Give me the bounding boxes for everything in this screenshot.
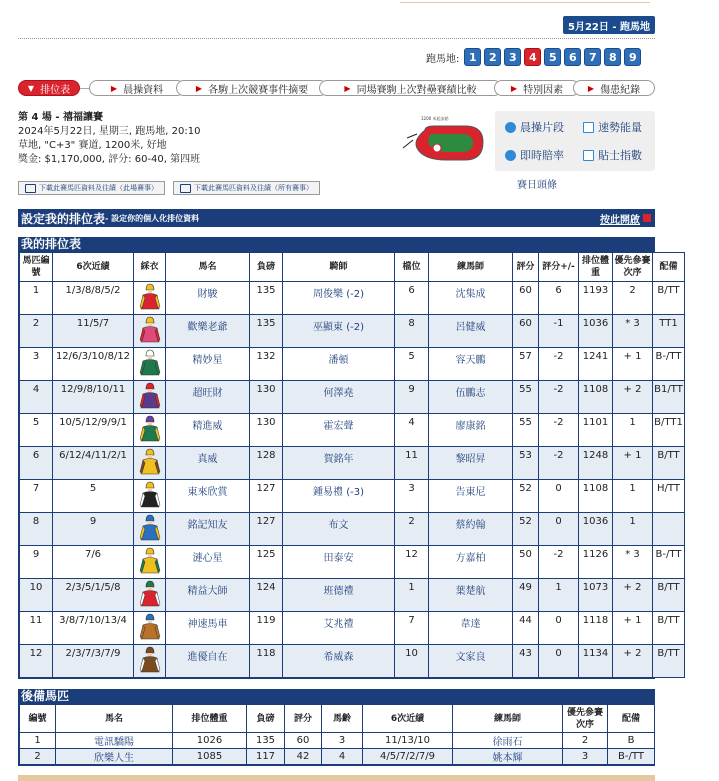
cell-rchg: -2 xyxy=(539,447,579,480)
cell-rating: 52 xyxy=(513,513,539,546)
silk-cell xyxy=(134,414,166,447)
cell-wt: 119 xyxy=(250,612,283,645)
tab-trackwork[interactable]: ▶ 晨操資料 xyxy=(89,80,185,96)
cell-bw: 1026 xyxy=(173,733,247,749)
cell-gear: B/TT xyxy=(653,579,685,612)
trainer-link[interactable]: 方嘉柏 xyxy=(429,546,513,579)
cell-rchg: 1 xyxy=(539,579,579,612)
cell-rchg: 0 xyxy=(539,645,579,678)
cell-draw: 6 xyxy=(395,282,429,315)
race-button-8[interactable]: 8 xyxy=(604,48,621,66)
silk-cell xyxy=(134,579,166,612)
cell-gear: B-/TT xyxy=(608,749,655,765)
trainer-link[interactable]: 告東尼 xyxy=(429,480,513,513)
cell-draw: 12 xyxy=(395,546,429,579)
cell-rchg: -2 xyxy=(539,348,579,381)
tipster-index-link[interactable]: 貼士指數 xyxy=(583,147,642,163)
jockey-silk-icon xyxy=(139,646,161,674)
cell-rating: 42 xyxy=(285,749,322,765)
jockey-link[interactable]: 霍宏聲 xyxy=(283,414,395,447)
venue-label: 跑馬地: xyxy=(426,53,460,65)
table-row xyxy=(20,381,685,414)
cell-no: 8 xyxy=(20,513,53,546)
column-header: 編號 xyxy=(20,705,56,733)
column-header: 檔位 xyxy=(395,253,429,282)
cell-gear: B xyxy=(608,733,655,749)
cell-bw: 1248 xyxy=(579,447,613,480)
horse-name-link[interactable]: 精妙星 xyxy=(166,348,250,381)
download-buttons xyxy=(18,181,320,195)
trainer-link[interactable]: 沈集成 xyxy=(429,282,513,315)
settings-title: 設定我的排位表 xyxy=(21,211,106,226)
cell-rating: 49 xyxy=(513,579,539,612)
jockey-silk-icon xyxy=(139,382,161,410)
table-row xyxy=(20,546,685,579)
trainer-link[interactable]: 容天鵬 xyxy=(429,348,513,381)
race-card-table xyxy=(19,252,685,678)
cell-recent: 11/5/7 xyxy=(53,315,134,348)
cell-rating: 55 xyxy=(513,381,539,414)
cell-recent: 3/8/7/10/13/4 xyxy=(53,612,134,645)
cell-bw: 1101 xyxy=(579,414,613,447)
cell-no: 1 xyxy=(20,282,53,315)
race-selector xyxy=(426,48,641,66)
cell-recent: 5 xyxy=(53,480,134,513)
cell-no: 2 xyxy=(20,749,56,765)
cell-gear: B-/TT xyxy=(653,348,685,381)
cell-rating: 43 xyxy=(513,645,539,678)
cell-bw: 1193 xyxy=(579,282,613,315)
printer-icon xyxy=(180,184,191,193)
cell-no: 2 xyxy=(20,315,53,348)
column-header: 6次近績 xyxy=(53,253,134,282)
settings-subtitle: - 設定你的個人化排位資料 xyxy=(105,213,200,223)
triangle-down-icon: ▼ xyxy=(27,83,35,93)
cell-no: 7 xyxy=(20,480,53,513)
table-row xyxy=(20,348,685,381)
cell-pri: + 2 xyxy=(613,381,653,414)
column-header: 馬名 xyxy=(166,253,250,282)
cell-pri: + 1 xyxy=(613,612,653,645)
table-row xyxy=(20,315,685,348)
silk-cell xyxy=(134,282,166,315)
tab-special-factors[interactable]: ▶ 特別因素 xyxy=(494,80,580,96)
cell-gear: B/TT xyxy=(653,645,685,678)
jockey-silk-icon xyxy=(139,481,161,509)
table-row xyxy=(20,612,685,645)
cell-pri: * 3 xyxy=(613,546,653,579)
column-header: 騎師 xyxy=(283,253,395,282)
jockey-silk-icon xyxy=(139,316,161,344)
cell-bw: 1036 xyxy=(579,513,613,546)
cell-draw: 7 xyxy=(395,612,429,645)
race-button-2[interactable]: 2 xyxy=(484,48,501,66)
race-title: 第 4 場 - 禧福讓賽 xyxy=(18,112,104,123)
jockey-silk-icon xyxy=(139,283,161,311)
horse-name-link[interactable]: 真威 xyxy=(166,447,250,480)
cell-wt: 125 xyxy=(250,546,283,579)
trainer-link[interactable]: 韋達 xyxy=(429,612,513,645)
cell-wt: 132 xyxy=(250,348,283,381)
reserve-caption: 後備馬匹 xyxy=(21,689,70,703)
column-header: 配備 xyxy=(608,705,655,733)
cell-gear: B1/TT xyxy=(653,381,685,414)
cell-draw: 11 xyxy=(395,447,429,480)
cell-draw: 9 xyxy=(395,381,429,414)
cell-gear: H/TT xyxy=(653,480,685,513)
cell-wt: 127 xyxy=(250,480,283,513)
trainer-link[interactable]: 徐雨石 xyxy=(453,733,563,749)
cell-rating: 60 xyxy=(513,282,539,315)
cell-no: 4 xyxy=(20,381,53,414)
cell-no: 1 xyxy=(20,733,56,749)
my-race-card xyxy=(18,237,683,679)
cell-pri: + 2 xyxy=(613,579,653,612)
table-row xyxy=(20,513,685,546)
cell-recent: 12/9/8/10/11 xyxy=(53,381,134,414)
arrow-right-icon xyxy=(643,214,651,222)
cell-recent: 2/3/5/1/5/8 xyxy=(53,579,134,612)
cell-recent: 6/12/4/11/2/1 xyxy=(53,447,134,480)
column-header: 馬名 xyxy=(56,705,173,733)
day-result-link[interactable]: 賽日頭條 xyxy=(517,180,557,191)
speed-energy-link[interactable]: 速勢能量 xyxy=(583,119,642,135)
cell-no: 11 xyxy=(20,612,53,645)
cell-recent: 10/5/12/9/9/1 xyxy=(53,414,134,447)
cell-rchg: 0 xyxy=(539,612,579,645)
horse-name-link[interactable]: 精益大師 xyxy=(166,579,250,612)
jockey-link[interactable]: 巫顯東 (-2) xyxy=(283,315,395,348)
trainer-link[interactable]: 廖康銘 xyxy=(429,414,513,447)
bottom-strip xyxy=(18,775,655,781)
my-race-card-caption: 我的排位表 xyxy=(21,237,82,251)
horse-name-link[interactable]: 財駿 xyxy=(166,282,250,315)
cell-recent: 2/3/7/3/7/9 xyxy=(53,645,134,678)
cell-bw: 1108 xyxy=(579,381,613,414)
cell-rchg: -2 xyxy=(539,381,579,414)
cell-rchg: 0 xyxy=(539,513,579,546)
cell-draw: 10 xyxy=(395,645,429,678)
cell-wt: 130 xyxy=(250,381,283,414)
table-row xyxy=(20,480,685,513)
race-button-1[interactable]: 1 xyxy=(464,48,481,66)
cell-rating: 44 xyxy=(513,612,539,645)
cell-no: 12 xyxy=(20,645,53,678)
cell-gear xyxy=(653,513,685,546)
jockey-silk-icon xyxy=(139,613,161,641)
silk-cell xyxy=(134,348,166,381)
column-header: 馬齡 xyxy=(322,705,363,733)
horse-name-link[interactable]: 漣心星 xyxy=(166,546,250,579)
cell-draw: 4 xyxy=(395,414,429,447)
cell-no: 3 xyxy=(20,348,53,381)
silk-cell xyxy=(134,513,166,546)
table-row xyxy=(20,447,685,480)
column-header: 負磅 xyxy=(247,705,285,733)
cell-pri: 3 xyxy=(563,749,608,765)
column-header: 綵衣 xyxy=(134,253,166,282)
trainer-link[interactable]: 蔡約翰 xyxy=(429,513,513,546)
trainer-link[interactable]: 姚本輝 xyxy=(453,749,563,765)
download-this-race-button[interactable]: 下載此賽馬匹資料及往績（此場賽事） xyxy=(18,181,165,195)
dotted-divider xyxy=(18,38,655,39)
column-header: 練馬師 xyxy=(453,705,563,733)
column-header: 6次近績 xyxy=(363,705,453,733)
table-row xyxy=(20,579,685,612)
jockey-link[interactable]: 周俊樂 (-2) xyxy=(283,282,395,315)
cell-recent: 1/3/8/8/5/2 xyxy=(53,282,134,315)
cell-wt: 127 xyxy=(250,513,283,546)
track-map-icon xyxy=(395,112,491,172)
silk-cell xyxy=(134,480,166,513)
download-all-races-button[interactable]: 下載此賽馬匹資料及往績（所有賽事） xyxy=(173,181,320,195)
silk-cell xyxy=(134,612,166,645)
race-button-4[interactable]: 4 xyxy=(524,48,541,66)
table-row xyxy=(20,282,685,315)
triangle-right-icon: ▶ xyxy=(195,83,203,93)
cell-age: 4 xyxy=(322,749,363,765)
cell-gear: B-/TT xyxy=(653,546,685,579)
column-header: 優先參賽次序 xyxy=(613,253,653,282)
cell-pri: + 1 xyxy=(613,447,653,480)
cell-gear: B/TT xyxy=(653,447,685,480)
date-badge[interactable]: 5月22日 - 跑馬地 xyxy=(563,16,655,34)
cell-pri: 1 xyxy=(613,480,653,513)
table-row xyxy=(20,733,655,749)
cell-rchg: 6 xyxy=(539,282,579,315)
race-course: 草地, "C+3" 賽道, 1200米, 好地 xyxy=(18,140,167,151)
horse-name-link[interactable]: 歡樂老爺 xyxy=(166,315,250,348)
cell-bw: 1108 xyxy=(579,480,613,513)
cell-pri: + 2 xyxy=(613,645,653,678)
play-icon xyxy=(505,122,516,133)
column-header: 馬匹編號 xyxy=(20,253,53,282)
jockey-link[interactable]: 布文 xyxy=(283,513,395,546)
cell-wt: 130 xyxy=(250,414,283,447)
top-strip xyxy=(400,0,650,3)
cell-rchg: -2 xyxy=(539,546,579,579)
tab-race-card[interactable]: ▼ 排位表 xyxy=(18,80,80,96)
cell-bw: 1073 xyxy=(579,579,613,612)
table-row xyxy=(20,645,685,678)
cell-recent: 11/13/10 xyxy=(363,733,453,749)
cell-wt: 135 xyxy=(250,315,283,348)
cell-pri: * 3 xyxy=(613,315,653,348)
jockey-silk-icon xyxy=(139,547,161,575)
column-header: 排位體重 xyxy=(579,253,613,282)
silk-cell xyxy=(134,546,166,579)
cell-wt: 118 xyxy=(250,645,283,678)
cell-draw: 8 xyxy=(395,315,429,348)
silk-cell xyxy=(134,315,166,348)
cell-bw: 1085 xyxy=(173,749,247,765)
horse-name-link[interactable]: 銘記知友 xyxy=(166,513,250,546)
cell-rating: 60 xyxy=(513,315,539,348)
printer-icon xyxy=(25,184,36,193)
race-datetime: 2024年5月22日, 星期三, 跑馬地, 20:10 xyxy=(18,126,201,137)
tab-injury-records[interactable]: ▶ 傷患紀錄 xyxy=(573,80,655,96)
tools-panel xyxy=(495,111,655,171)
cell-gear: B/TT1 xyxy=(653,414,685,447)
jockey-link[interactable]: 田泰安 xyxy=(283,546,395,579)
jockey-link[interactable]: 何澤堯 xyxy=(283,381,395,414)
trainer-link[interactable]: 葉楚航 xyxy=(429,579,513,612)
race-button-5[interactable]: 5 xyxy=(544,48,561,66)
cell-no: 5 xyxy=(20,414,53,447)
cell-bw: 1036 xyxy=(579,315,613,348)
horse-name-link[interactable]: 電訊驕陽 xyxy=(56,733,173,749)
race-button-7[interactable]: 7 xyxy=(584,48,601,66)
trainer-link[interactable]: 伍鵬志 xyxy=(429,381,513,414)
cell-bw: 1126 xyxy=(579,546,613,579)
race-button-9[interactable]: 9 xyxy=(624,48,641,66)
open-settings-link[interactable]: 按此開啟 xyxy=(600,211,651,226)
settings-bar xyxy=(18,209,655,227)
cell-recent: 4/5/7/2/7/9 xyxy=(363,749,453,765)
calendar-icon xyxy=(583,150,594,161)
jockey-link[interactable]: 希威森 xyxy=(283,645,395,678)
column-header: 配備 xyxy=(653,253,685,282)
trainer-link[interactable]: 黎昭昇 xyxy=(429,447,513,480)
silk-cell xyxy=(134,447,166,480)
jockey-link[interactable]: 班德禮 xyxy=(283,579,395,612)
cell-draw: 3 xyxy=(395,480,429,513)
column-header: 評分 xyxy=(513,253,539,282)
cell-pri: 1 xyxy=(613,414,653,447)
cell-pri: 2 xyxy=(613,282,653,315)
column-header: 評分 xyxy=(285,705,322,733)
table-row xyxy=(20,414,685,447)
cell-rchg: 0 xyxy=(539,480,579,513)
cell-gear: TT1 xyxy=(653,315,685,348)
horse-name-link[interactable]: 精進威 xyxy=(166,414,250,447)
cell-draw: 1 xyxy=(395,579,429,612)
cell-pri: + 1 xyxy=(613,348,653,381)
cell-bw: 1118 xyxy=(579,612,613,645)
horse-name-link[interactable]: 欣樂人生 xyxy=(56,749,173,765)
cell-rating: 52 xyxy=(513,480,539,513)
cell-pri: 2 xyxy=(563,733,608,749)
cell-rchg: -2 xyxy=(539,414,579,447)
cell-recent: 9 xyxy=(53,513,134,546)
cell-wt: 128 xyxy=(250,447,283,480)
cell-no: 10 xyxy=(20,579,53,612)
horse-name-link[interactable]: 超旺財 xyxy=(166,381,250,414)
horse-name-link[interactable]: 神速馬車 xyxy=(166,612,250,645)
column-header: 負磅 xyxy=(250,253,283,282)
cell-rating: 57 xyxy=(513,348,539,381)
trainer-link[interactable]: 呂健威 xyxy=(429,315,513,348)
tab-last-race-summary[interactable]: ▶ 各駒上次競賽事件摘要 xyxy=(176,80,328,96)
triangle-right-icon: ▶ xyxy=(344,83,351,93)
cell-gear: B/TT xyxy=(653,282,685,315)
track-start-label: 1200 米起步點 xyxy=(421,116,449,121)
race-button-6[interactable]: 6 xyxy=(564,48,581,66)
jockey-silk-icon xyxy=(139,349,161,377)
cell-draw: 5 xyxy=(395,348,429,381)
race-info xyxy=(18,111,200,167)
jockey-silk-icon xyxy=(139,580,161,608)
cell-bw: 1241 xyxy=(579,348,613,381)
column-header: 練馬師 xyxy=(429,253,513,282)
silk-cell xyxy=(134,645,166,678)
cell-rating: 55 xyxy=(513,414,539,447)
cell-pri: 1 xyxy=(613,513,653,546)
reserve-table xyxy=(19,704,655,765)
cell-wt: 117 xyxy=(247,749,285,765)
cell-bw: 1134 xyxy=(579,645,613,678)
reserve-horses xyxy=(18,689,655,766)
cell-draw: 2 xyxy=(395,513,429,546)
jockey-silk-icon xyxy=(139,514,161,542)
triangle-right-icon: ▶ xyxy=(510,83,518,93)
race-button-3[interactable]: 3 xyxy=(504,48,521,66)
silk-cell xyxy=(134,381,166,414)
jockey-link[interactable]: 賀銘年 xyxy=(283,447,395,480)
triangle-right-icon: ▶ xyxy=(110,83,118,93)
tab-head-to-head[interactable]: ▶ 同場賽駒上次對壘賽績比較 xyxy=(319,80,502,96)
jockey-link[interactable]: 鍾易禮 (-3) xyxy=(283,480,395,513)
live-odds-link[interactable]: 即時賠率 xyxy=(505,147,564,163)
cell-wt: 135 xyxy=(247,733,285,749)
jockey-silk-icon xyxy=(139,415,161,443)
morning-clip-link[interactable]: 晨操片段 xyxy=(505,119,564,135)
jockey-silk-icon xyxy=(139,448,161,476)
cell-rating: 50 xyxy=(513,546,539,579)
cell-recent: 12/6/3/10/8/12 xyxy=(53,348,134,381)
cell-rchg: -1 xyxy=(539,315,579,348)
tab-bar xyxy=(18,80,655,97)
play-icon xyxy=(505,150,516,161)
column-header: 排位體重 xyxy=(173,705,247,733)
cell-age: 3 xyxy=(322,733,363,749)
cell-no: 9 xyxy=(20,546,53,579)
cell-rating: 60 xyxy=(285,733,322,749)
cell-recent: 7/6 xyxy=(53,546,134,579)
column-header: 評分+/- xyxy=(539,253,579,282)
cell-wt: 135 xyxy=(250,282,283,315)
jockey-link[interactable]: 艾兆禮 xyxy=(283,612,395,645)
jockey-link[interactable]: 潘頓 xyxy=(283,348,395,381)
trainer-link[interactable]: 文家良 xyxy=(429,645,513,678)
cell-rating: 53 xyxy=(513,447,539,480)
cell-gear: B/TT xyxy=(653,612,685,645)
table-row xyxy=(20,749,655,765)
race-prize: 獎金: $1,170,000, 評分: 60-40, 第四班 xyxy=(18,154,201,165)
horse-name-link[interactable]: 東來欣賞 xyxy=(166,480,250,513)
cell-no: 6 xyxy=(20,447,53,480)
cell-wt: 124 xyxy=(250,579,283,612)
calendar-icon xyxy=(583,122,594,133)
column-header: 優先參賽次序 xyxy=(563,705,608,733)
triangle-right-icon: ▶ xyxy=(587,83,595,93)
horse-name-link[interactable]: 進優自在 xyxy=(166,645,250,678)
